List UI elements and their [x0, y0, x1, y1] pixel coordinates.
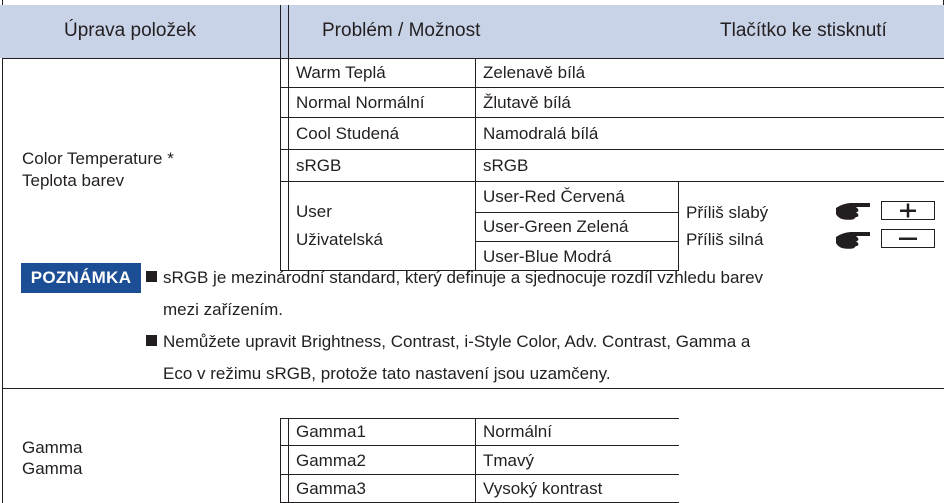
ct-desc-srgb: sRGB	[483, 156, 529, 175]
ct-double-divider-a	[280, 58, 281, 271]
ct-option-warm: Warm Teplá	[296, 63, 386, 82]
header-problem-column: Problém / Možnost	[322, 20, 481, 41]
ct-desc-normal: Žlutavě bílá	[483, 93, 571, 112]
gamma-row-line-1	[280, 445, 679, 446]
plus-key-icon	[881, 201, 935, 220]
gamma-double-divider-a	[280, 418, 281, 503]
frame-left-border	[2, 0, 3, 503]
ct-option-srgb: sRGB	[296, 156, 342, 175]
ct-user-label: User	[296, 202, 332, 221]
minus-key-icon	[881, 229, 935, 248]
gamma-option-divider	[475, 418, 476, 503]
header-item-column: Úprava položek	[64, 20, 197, 41]
note-bullet-1-cont: mezi zařízením.	[163, 300, 283, 319]
ct-user-red: User-Red Červená	[483, 187, 625, 206]
bullet-square-icon	[146, 271, 157, 282]
note-bullet-2: Nemůžete upravit Brightness, Contrast, i-Style Color, Adv. Contrast, Gamma a	[146, 326, 750, 358]
double-divider-b	[288, 5, 289, 59]
ct-row-line-2	[280, 117, 944, 118]
ct-channel-divider	[678, 181, 679, 271]
ct-name-en: Color Temperature *	[22, 149, 174, 168]
ct-option-divider	[475, 58, 476, 271]
note-badge: POZNÁMKA	[21, 263, 141, 293]
ct-option-cool: Cool Studená	[296, 124, 400, 143]
ct-user-blue: User-Blue Modrá	[483, 247, 612, 266]
gamma-option-2: Gamma2	[296, 451, 366, 470]
gamma-double-divider-b	[288, 418, 289, 503]
ct-user-green: User-Green Zelená	[483, 217, 629, 236]
note-bullet-1: sRGB je mezinárodní standard, který definuje a sjednocuje rozdíl vzhledu barev	[146, 262, 763, 294]
ct-desc-cool: Namodralá bílá	[483, 124, 599, 143]
ct-channel-line-2	[475, 241, 678, 242]
gamma-desc-3: Vysoký kontrast	[483, 479, 603, 498]
gamma-option-3: Gamma3	[296, 479, 366, 498]
gamma-desc-2: Tmavý	[483, 451, 534, 470]
ct-user-label-cz: Uživatelská	[296, 230, 383, 249]
ct-row-line-3	[280, 149, 944, 150]
ct-row-line-1	[280, 87, 944, 88]
gamma-row-line-0	[280, 418, 679, 419]
ct-option-normal: Normal Normální	[296, 93, 425, 112]
gamma-top-line	[2, 388, 944, 389]
double-divider-a	[280, 5, 281, 59]
ct-channel-line-1	[475, 212, 678, 213]
gamma-option-1: Gamma1	[296, 422, 366, 441]
ct-name-cz: Teplota barev	[22, 171, 125, 190]
pointing-hand-icon	[834, 199, 872, 223]
pointing-hand-icon	[834, 228, 872, 252]
ct-desc-warm: Zelenavě bílá	[483, 63, 586, 82]
header-button-column: Tlačítko ke stisknutí	[720, 20, 887, 41]
gamma-row-line-2	[280, 474, 679, 475]
gamma-name-cz: Gamma	[22, 459, 83, 478]
gamma-desc-1: Normální	[483, 422, 552, 441]
bullet-square-icon	[146, 335, 157, 346]
ct-double-divider-b	[288, 58, 289, 271]
ct-too-strong: Příliš silná	[686, 230, 764, 249]
ct-too-weak: Příliš slabý	[686, 203, 769, 222]
note-bullet-2-cont: Eco v režimu sRGB, protože tato nastavení jsou uzamčeny.	[163, 364, 611, 383]
ct-row-line-4	[280, 181, 944, 182]
header-divider	[2, 58, 944, 59]
gamma-name-en: Gamma	[22, 438, 83, 457]
